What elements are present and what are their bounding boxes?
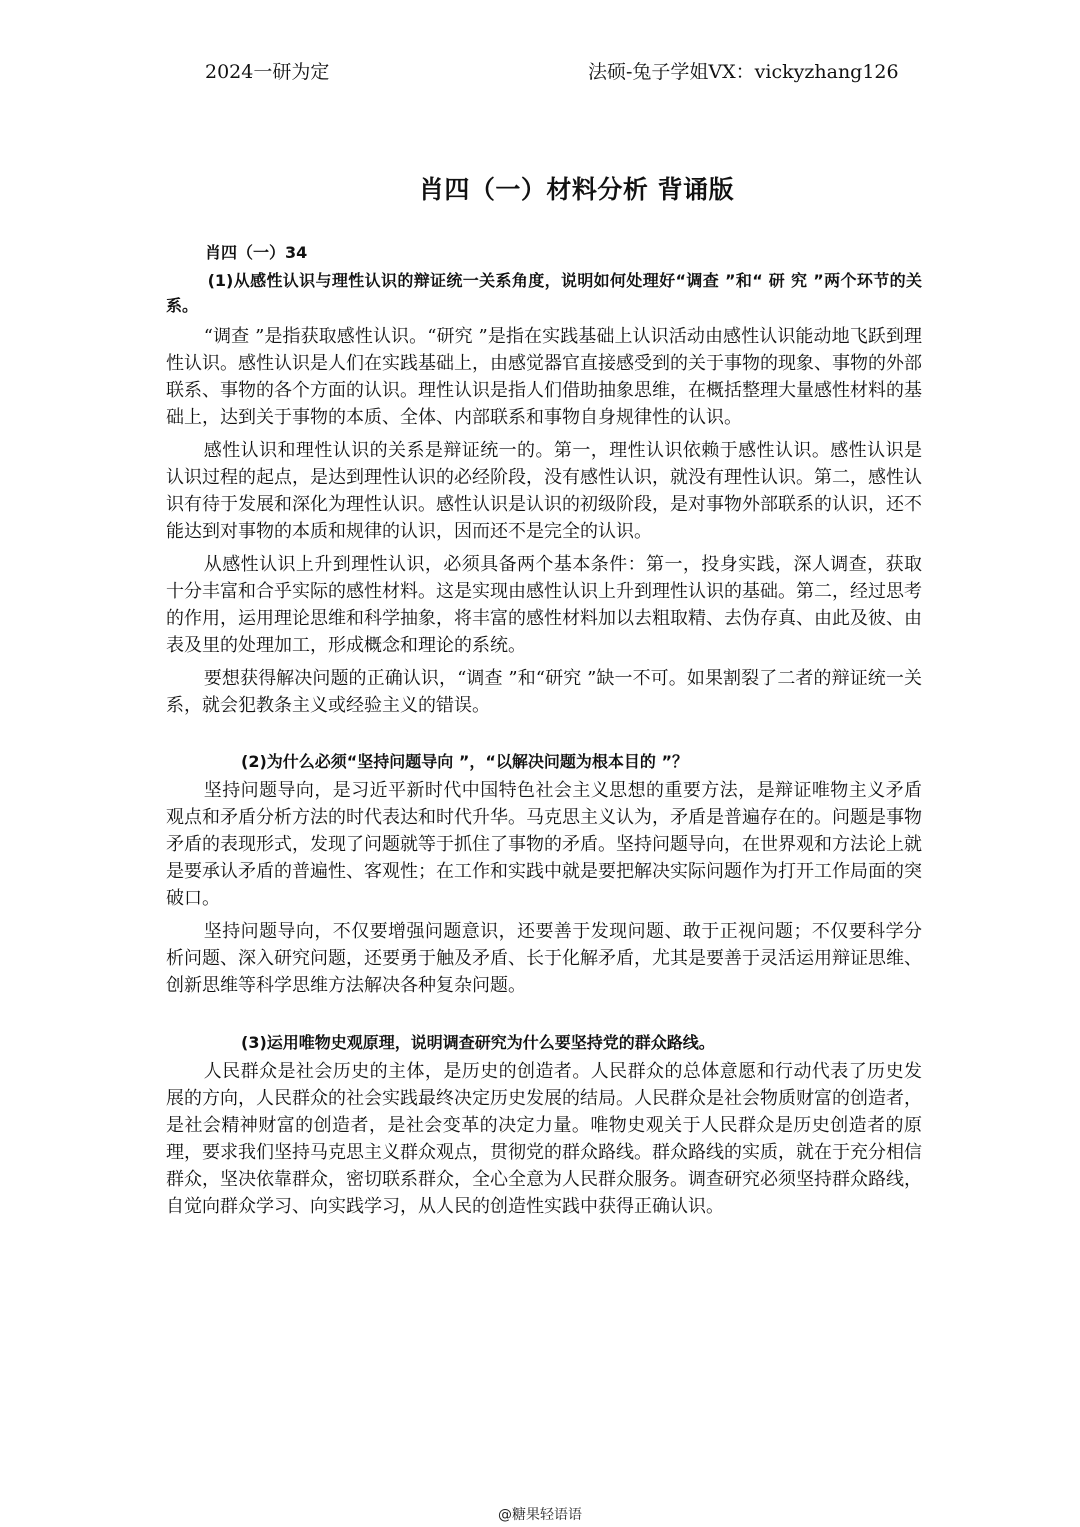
question-1-paragraph-1: “调查 ”是指获取感性认识。“研究 ”是指在实践基础上认识活动由感性认识能动地飞跃到理性认识。感性认识是人们在实践基础上，由感觉器官直接感受到的关于事物的现象、事物的外部联系、事物的各个方面的认识。理性认识是指人们借助抽象思维，在概括整理大量感性材料的基础上，达到关于事物的本质、全体、内部联系和事物自身规律性的认识。 <box>166 326 922 428</box>
footer-watermark: @糖果轻语语 <box>498 1507 582 1523</box>
question-1-paragraph-4: 要想获得解决问题的正确认识，“调查 ”和“研究 ”缺一不可。如果割裂了二者的辩证统一关系，就会犯教条主义或经验主义的错误。 <box>166 668 922 716</box>
question-1-heading: (1)从感性认识与理性认识的辩证统一关系角度，说明如何处理好“调查 ”和“ 研 究 ”两个环节的关系。 <box>166 271 922 315</box>
question-2-paragraph-2: 坚持问题导向，不仅要增强问题意识，还要善于发现问题、敢于正视问题；不仅要科学分析问题、深入研究问题，还要勇于触及矛盾、长于化解矛盾，尤其是要善于灵活运用辩证思维、创新思维等科学思维方法解决各种复杂问题。 <box>166 921 922 996</box>
question-2-paragraph-1: 坚持问题导向，是习近平新时代中国特色社会主义思想的重要方法，是辩证唯物主义矛盾观点和矛盾分析方法的时代表达和时代升华。马克思主义认为，矛盾是普遍存在的。问题是事物矛盾的表现形式，发现了问题就等于抓住了事物的矛盾。坚持问题导向，在世界观和方法论上就是要承认矛盾的普遍性、客观性；在工作和实践中就是要把解决实际问题作为打开工作局面的突破口。 <box>166 780 922 909</box>
header-left-text: 2024一研为定 <box>205 61 330 83</box>
document-body <box>166 240 922 1226</box>
question-1-paragraph-2: 感性认识和理性认识的关系是辩证统一的。第一，理性认识依赖于感性认识。感性认识是认识过程的起点，是达到理性认识的必经阶段，没有感性认识，就没有理性认识。第二，感性认识有待于发展和深化为理性认识。感性认识是认识的初级阶段，是对事物外部联系的认识，还不能达到对事物的本质和规律的认识，因而还不是完全的认识。 <box>166 440 922 542</box>
header-right-text: 法硕-兔子学姐VX：vickyzhang126 <box>588 61 899 83</box>
question-1-paragraph-3: 从感性认识上升到理性认识，必须具备两个基本条件：第一，投身实践，深人调查，获取十分丰富和合乎实际的感性材料。这是实现由感性认识上升到理性认识的基础。第二，经过思考的作用，运用理论思维和科学抽象，将丰富的感性材料加以去粗取精、去伪存真、由此及彼、由表及里的处理加工，形成概念和理论的系统。 <box>166 554 922 656</box>
document-title: 肖四（一）材料分析 背诵版 <box>418 174 735 204</box>
question-3-paragraph-1: 人民群众是社会历史的主体，是历史的创造者。人民群众的总体意愿和行动代表了历史发展的方向，人民群众的社会实践最终决定历史发展的结局。人民群众是社会物质财富的创造者，是社会精神财富的创造者，是社会变革的决定力量。唯物史观关于人民群众是历史创造者的原理，要求我们坚持马克思主义群众观点，贯彻党的群众路线。群众路线的实质，就在于充分相信群众，坚决依靠群众，密切联系群众，全心全意为人民群众服务。调查研究必须坚持群众路线，自觉向群众学习、向实践学习，从人民的创造性实践中获得正确认识。 <box>166 1061 922 1217</box>
section-label: 肖四（一）34 <box>205 243 308 262</box>
question-3-heading: (3)运用唯物史观原理，说明调查研究为什么要坚持党的群众路线。 <box>241 1033 715 1052</box>
question-2-heading: (2)为什么必须“坚持问题导向 ”，“以解决问题为根本目的 ”？ <box>241 752 688 771</box>
